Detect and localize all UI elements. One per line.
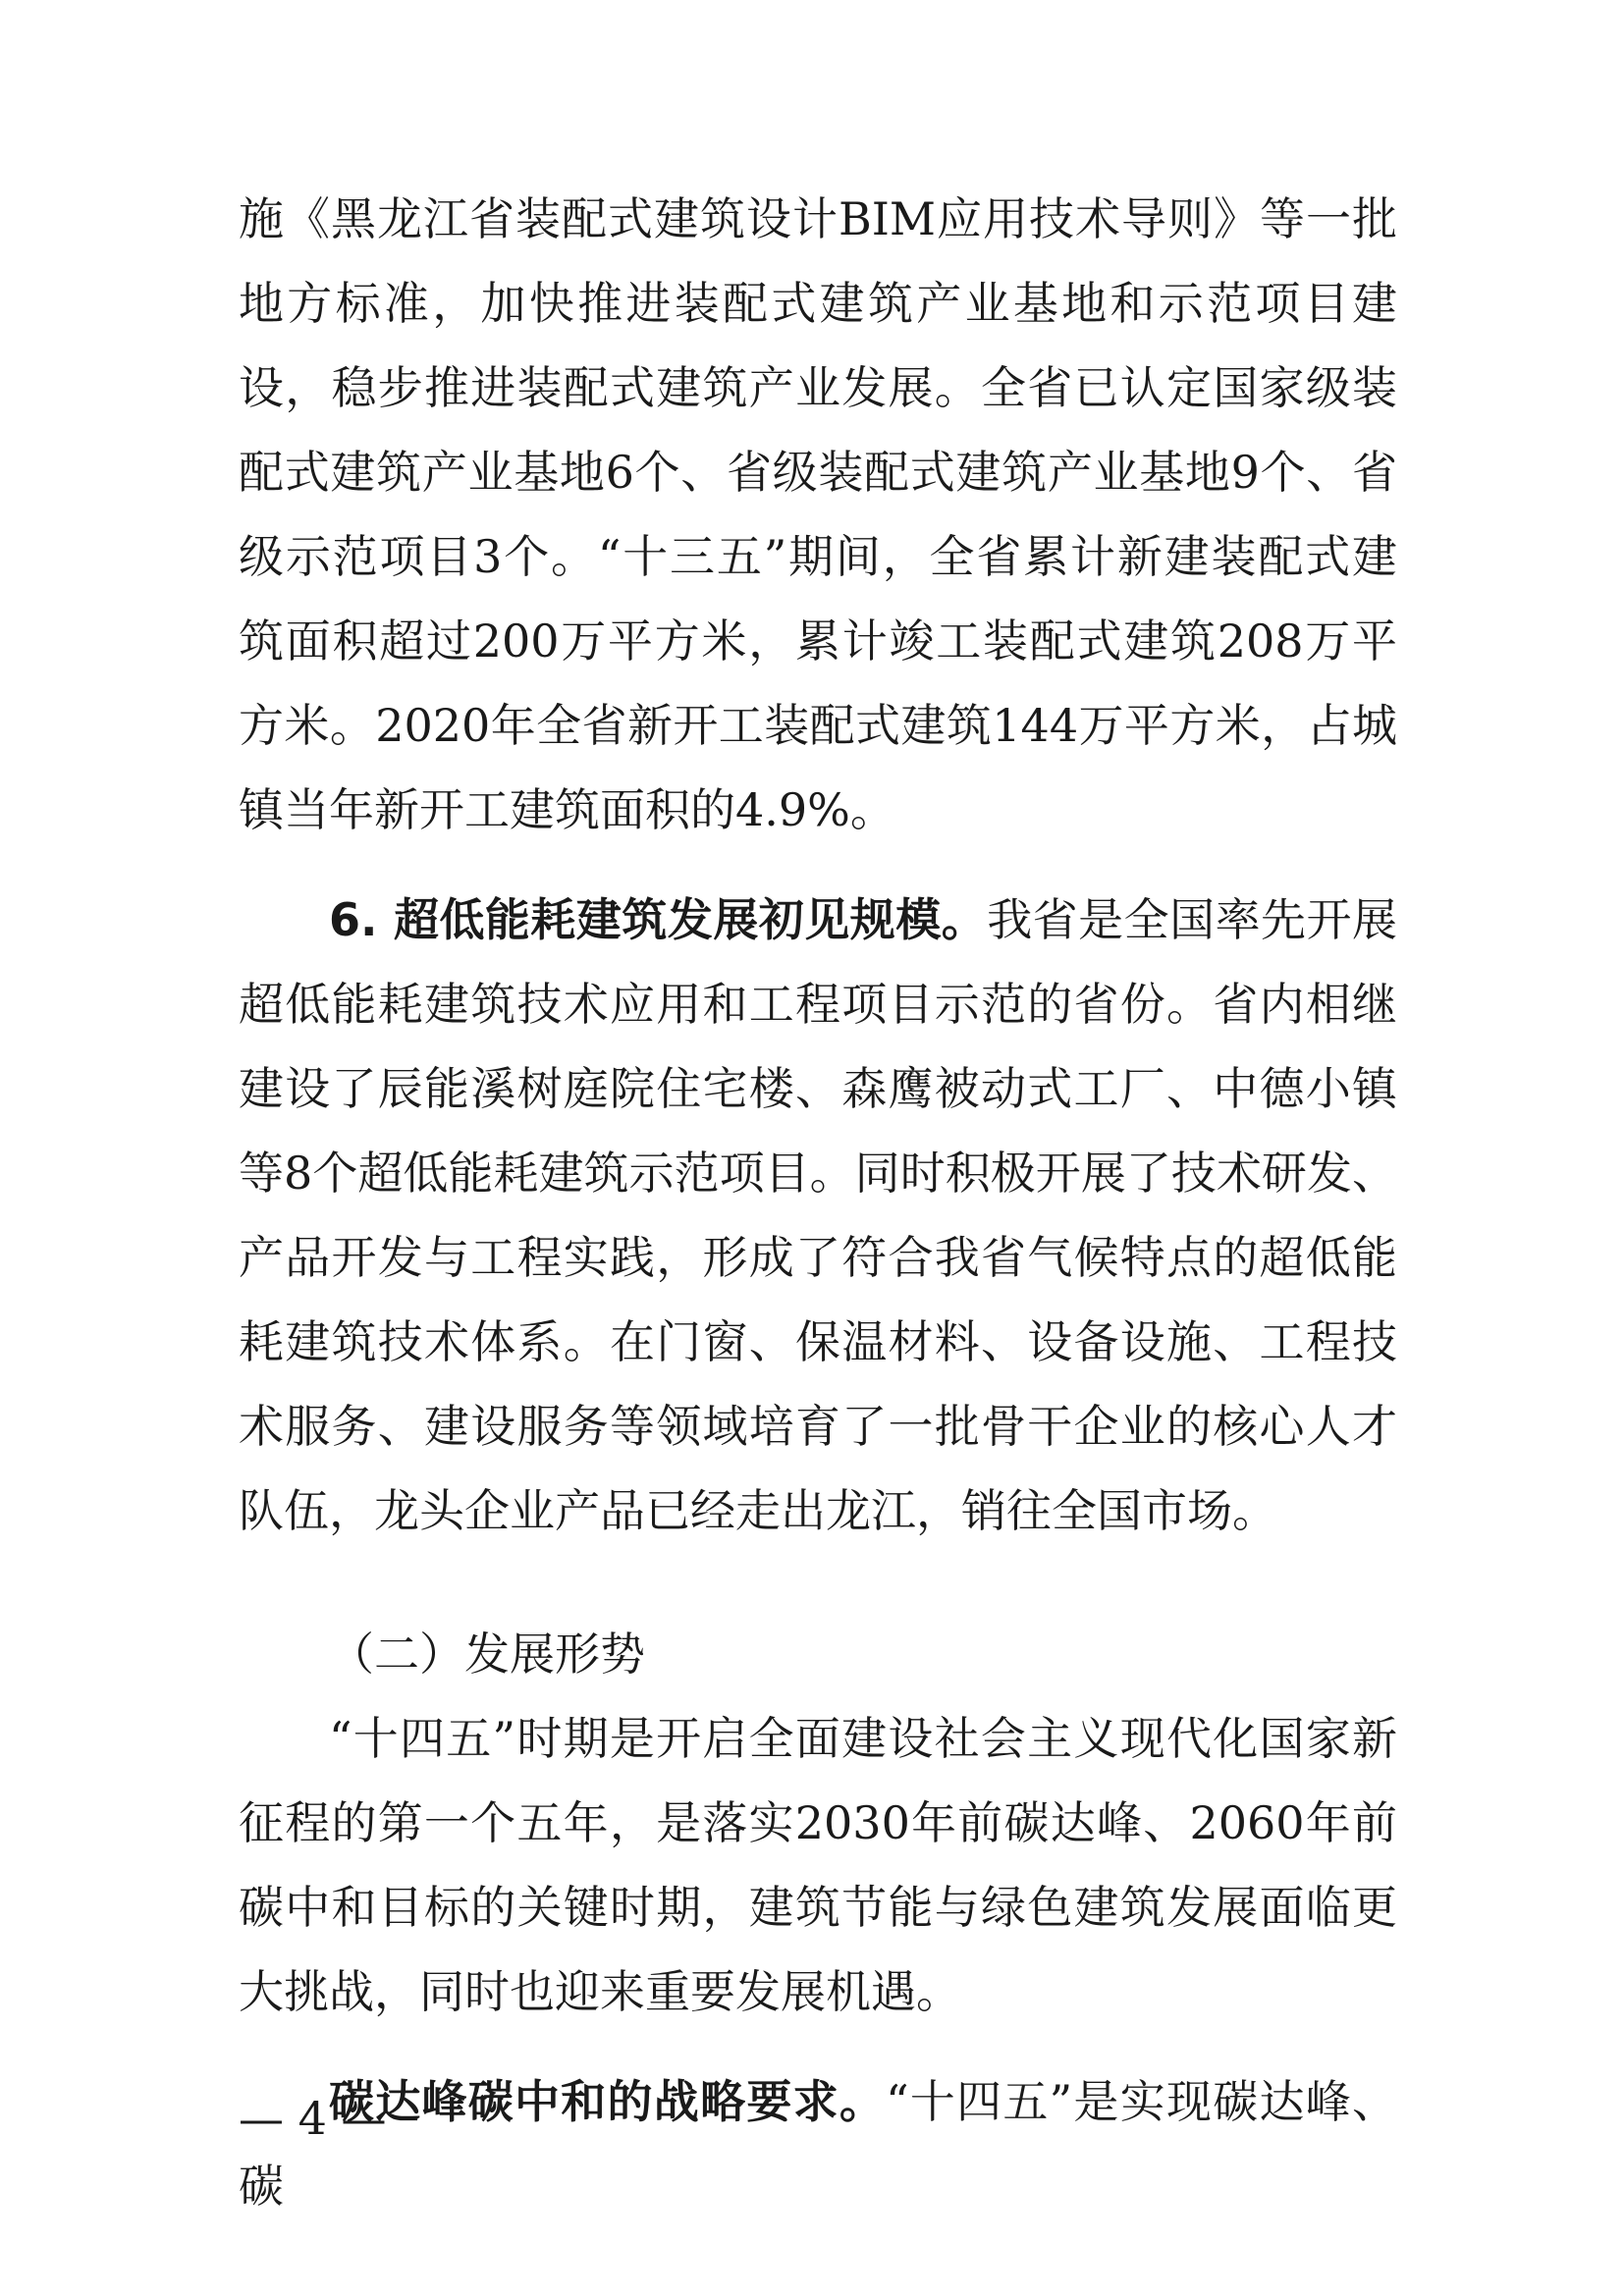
paragraph-heading-carbon-peak: 碳达峰碳中和的战略要求。 [329, 2075, 887, 2128]
paragraph-fourteenth-five-year: “十四五”时期是开启全面建设社会主义现代化国家新征程的第一个五年，是落实2030年前碳达峰、2060年前碳中和目标的关键时期，建筑节能与绿色建筑发展面临更大挑战，同时也迎来重要发展机遇。 [239, 1712, 1397, 2018]
paragraph-body-ultra-low-energy: 我省是全国率先开展超低能耗建筑技术应用和工程项目示范的省份。省内相继建设了辰能溪树庭院住宅楼、森鹰被动式工厂、中德小镇等8个超低能耗建筑示范项目。同时积极开展了技术研发、产品开发与工程实践，形成了符合我省气候特点的超低能耗建筑技术体系。在门窗、保温材料、设备设施、工程技术服务、建设服务等领域培育了一批骨干企业的核心人才队伍，龙头企业产品已经走出龙江，销往全国市场。 [239, 893, 1398, 1537]
paragraph-body-carbon-peak: “十四五”是实现碳达峰、碳 [239, 2075, 1397, 2213]
paragraph-ultra-low-energy [239, 878, 1397, 1553]
document-page [239, 177, 1397, 2228]
page-number: — 4 — [239, 2092, 387, 2145]
paragraph-carbon-peak [239, 2059, 1397, 2228]
paragraph-prefab-buildings: 施《黑龙江省装配式建筑设计BIM应用技术导则》等一批地方标准，加快推进装配式建筑产业基地和示范项目建设，稳步推进装配式建筑产业发展。全省已认定国家级装配式建筑产业基地6个、省级装配式建筑产业基地9个、省级示范项目3个。“十三五”期间，全省累计新建装配式建筑面积超过200万平方米，累计竣工装配式建筑208万平方米。2020年全省新开工装配式建筑144万平方米，占城镇当年新开工建筑面积的4.9%。 [239, 192, 1397, 836]
section-heading-development-situation: （二）发展形势 [329, 1628, 645, 1681]
paragraph-heading-ultra-low-energy: 6. 超低能耗建筑发展初见规模。 [329, 893, 988, 946]
